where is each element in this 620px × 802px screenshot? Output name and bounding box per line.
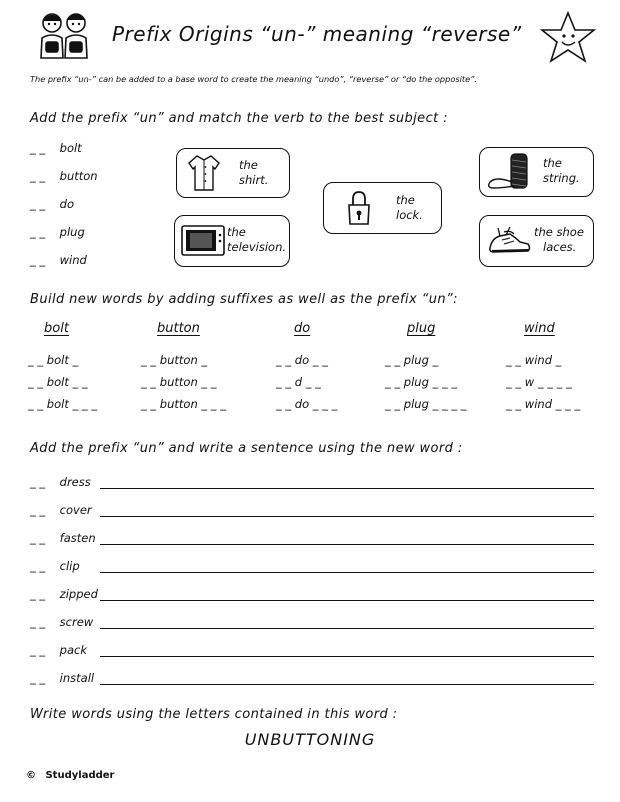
shirt-icon	[186, 153, 222, 193]
star-icon	[536, 10, 600, 66]
suffix-cell: _ _ bolt _ _	[28, 375, 88, 389]
subject-box-shirt	[176, 148, 290, 198]
section2-heading: Build new words by adding suffixes as well as the prefix “un”:	[30, 292, 458, 307]
column-head: do	[294, 321, 311, 336]
sentence-word: _ _ screw	[30, 615, 94, 629]
subject-label-line2: television.	[227, 240, 287, 254]
footer	[26, 770, 114, 781]
subject-label-line2: shirt.	[239, 173, 269, 187]
writing-line[interactable]	[100, 656, 594, 657]
suffix-cell: _ _ d _ _	[276, 375, 321, 389]
column-head: button	[157, 321, 200, 336]
subject-box-shoe-laces	[479, 215, 594, 267]
subject-label-line1: the	[239, 158, 258, 172]
sentence-word: _ _ dress	[30, 475, 91, 489]
column-head: wind	[524, 321, 555, 336]
column-head: bolt	[44, 321, 69, 336]
suffix-cell: _ _ do _ _ _	[276, 397, 338, 411]
writing-line[interactable]	[100, 628, 594, 629]
sentence-word: _ _ install	[30, 671, 95, 685]
verb-item: _ _ wind	[30, 253, 87, 267]
writing-line[interactable]	[100, 684, 594, 685]
intro-text: The prefix “un-” can be added to a base word to create the meaning “undo”, “reverse” or “do the opposite”.	[30, 74, 477, 84]
section1-heading: Add the prefix “un” and match the verb to the best subject :	[30, 111, 448, 126]
subject-label-line1: the	[396, 193, 415, 207]
verb-item: _ _ button	[30, 169, 98, 183]
subject-box-television	[174, 215, 290, 267]
sentence-word: _ _ clip	[30, 559, 80, 573]
sentence-word: _ _ fasten	[30, 531, 96, 545]
verb-item: _ _ do	[30, 197, 74, 211]
writing-line[interactable]	[100, 488, 594, 489]
suffix-cell: _ _ wind _	[506, 353, 562, 367]
brand-name: Studyladder	[45, 770, 115, 781]
suffix-cell: _ _ do _ _	[276, 353, 328, 367]
column-head: plug	[407, 321, 436, 336]
subject-box-string	[479, 147, 594, 197]
suffix-cell: _ _ button _	[141, 353, 208, 367]
suffix-cell: _ _ plug _ _ _ _	[385, 397, 467, 411]
suffix-cell: _ _ bolt _	[28, 353, 79, 367]
subject-label-line2: lock.	[396, 208, 423, 222]
section3-heading: Add the prefix “un” and write a sentence using the new word :	[30, 441, 463, 456]
sentence-word: _ _ pack	[30, 643, 87, 657]
writing-line[interactable]	[100, 544, 594, 545]
sentence-word: _ _ cover	[30, 503, 92, 517]
copyright-symbol: ©	[26, 770, 36, 781]
verb-item: _ _ bolt	[30, 141, 82, 155]
suffix-cell: _ _ button _ _ _	[141, 397, 226, 411]
verb-item: _ _ plug	[30, 225, 85, 239]
kids-icon	[34, 8, 94, 64]
subject-label-line1: the	[543, 156, 562, 170]
subject-label-line2: string.	[543, 171, 580, 185]
sentence-word: _ _ zipped	[30, 587, 98, 601]
suffix-cell: _ _ bolt _ _ _	[28, 397, 98, 411]
writing-line[interactable]	[100, 516, 594, 517]
subject-box-lock	[323, 182, 442, 234]
writing-line[interactable]	[100, 572, 594, 573]
shoe-icon	[486, 224, 532, 258]
subject-label-line1: the	[227, 225, 246, 239]
subject-label-line1: the shoe	[534, 225, 584, 239]
writing-line[interactable]	[100, 600, 594, 601]
suffix-cell: _ _ plug _ _ _	[385, 375, 458, 389]
suffix-cell: _ _ w _ _ _ _	[506, 375, 572, 389]
target-word: UNBUTTONING	[244, 730, 376, 749]
padlock-icon	[346, 189, 372, 227]
string-spool-icon	[484, 150, 536, 194]
suffix-cell: _ _ plug _	[385, 353, 439, 367]
suffix-cell: _ _ wind _ _ _	[506, 397, 581, 411]
television-icon	[180, 224, 226, 258]
section4-heading: Write words using the letters contained in this word :	[30, 707, 398, 722]
subject-label-line2: laces.	[543, 240, 577, 254]
page-title: Prefix Origins “un-” meaning “reverse”	[112, 22, 522, 46]
suffix-cell: _ _ button _ _	[141, 375, 217, 389]
